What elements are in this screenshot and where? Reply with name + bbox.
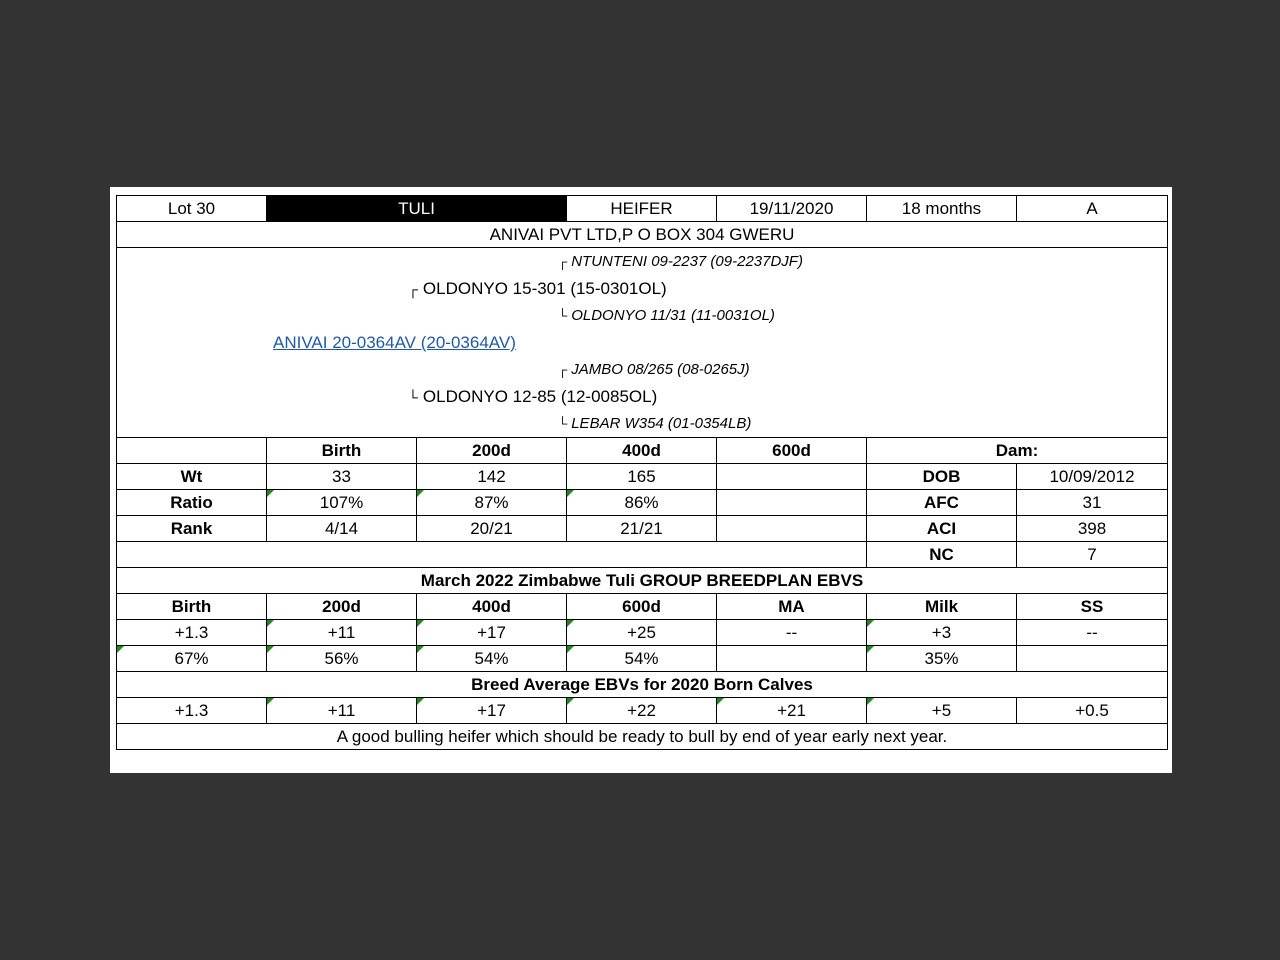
dam-key-aci: ACI xyxy=(867,516,1017,542)
owner-row xyxy=(117,222,1168,248)
avg-600d: +22 xyxy=(567,698,717,724)
sex-label: HEIFER xyxy=(567,196,717,222)
ebv-header-birth: Birth xyxy=(117,594,267,620)
bracket-icon: ┌ xyxy=(408,281,418,297)
ebv-title-row xyxy=(117,568,1168,594)
pedigree-sire xyxy=(408,279,667,299)
pedigree-sire-sire xyxy=(558,252,803,272)
avg-milk: +5 xyxy=(867,698,1017,724)
acc-400d: 54% xyxy=(417,646,567,672)
ebv-milk: +3 xyxy=(867,620,1017,646)
dam-sire-name: JAMBO 08/265 (08-0265J) xyxy=(571,361,750,378)
birth-date: 19/11/2020 xyxy=(717,196,867,222)
header-row xyxy=(117,196,1168,222)
acc-milk: 35% xyxy=(867,646,1017,672)
sire-dam-name: OLDONYO 11/31 (11-0031OL) xyxy=(571,307,775,324)
avg-ss: +0.5 xyxy=(1017,698,1168,724)
pedigree-row xyxy=(117,248,1168,438)
ratio-400d: 86% xyxy=(567,490,717,516)
lot-table xyxy=(116,195,1168,750)
ratio-birth: 107% xyxy=(267,490,417,516)
ebv-ma: -- xyxy=(717,620,867,646)
avg-400d: +17 xyxy=(417,698,567,724)
dam-name: OLDONYO 12-85 (12-0085OL) xyxy=(422,387,658,406)
wt-200d: 142 xyxy=(417,464,567,490)
breed-average-title: Breed Average EBVs for 2020 Born Calves xyxy=(117,672,1168,698)
ebv-title: March 2022 Zimbabwe Tuli GROUP BREEDPLAN EBVS xyxy=(117,568,1168,594)
ratio-row xyxy=(117,490,1168,516)
weights-header-row xyxy=(117,438,1168,464)
wt-400d: 165 xyxy=(567,464,717,490)
ebv-header-row xyxy=(117,594,1168,620)
bracket-icon: └ xyxy=(558,308,568,323)
lot-number: Lot 30 xyxy=(117,196,267,222)
pedigree-dam-sire xyxy=(558,360,750,380)
animal-link[interactable]: ANIVAI 20-0364AV (20-0364AV) xyxy=(273,333,516,352)
rank-400d: 21/21 xyxy=(567,516,717,542)
ebv-values-row xyxy=(117,620,1168,646)
bracket-icon: └ xyxy=(558,416,568,431)
grade-label: A xyxy=(1017,196,1168,222)
acc-600d: 54% xyxy=(567,646,717,672)
row-label-rank: Rank xyxy=(117,516,267,542)
ebv-600d: +25 xyxy=(567,620,717,646)
pedigree-dam xyxy=(408,387,657,407)
row-label-ratio: Ratio xyxy=(117,490,267,516)
nc-row xyxy=(117,542,1168,568)
weight-row xyxy=(117,464,1168,490)
bracket-icon: ┌ xyxy=(558,362,568,377)
ebv-ss: -- xyxy=(1017,620,1168,646)
weights-header-birth: Birth xyxy=(267,438,417,464)
nc-spacer xyxy=(117,542,867,568)
comment-text: A good bulling heifer which should be ready to bull by end of year early next year. xyxy=(117,724,1168,750)
row-label-wt: Wt xyxy=(117,464,267,490)
pedigree-sire-dam xyxy=(558,306,775,326)
dam-key-afc: AFC xyxy=(867,490,1017,516)
rank-birth: 4/14 xyxy=(267,516,417,542)
ebv-birth: +1.3 xyxy=(117,620,267,646)
dam-value-afc: 31 xyxy=(1017,490,1168,516)
owner-address: ANIVAI PVT LTD,P O BOX 304 GWERU xyxy=(117,222,1168,248)
dam-value-nc: 7 xyxy=(1017,542,1168,568)
pedigree-tree xyxy=(120,248,1164,437)
ebv-header-ma: MA xyxy=(717,594,867,620)
acc-ma xyxy=(717,646,867,672)
ebv-header-400d: 400d xyxy=(417,594,567,620)
pedigree-cell xyxy=(117,248,1168,438)
acc-birth: 67% xyxy=(117,646,267,672)
acc-200d: 56% xyxy=(267,646,417,672)
rank-600d xyxy=(717,516,867,542)
ratio-600d xyxy=(717,490,867,516)
ratio-200d: 87% xyxy=(417,490,567,516)
sire-name: OLDONYO 15-301 (15-0301OL) xyxy=(422,279,667,298)
wt-birth: 33 xyxy=(267,464,417,490)
comment-row xyxy=(117,724,1168,750)
ebv-header-600d: 600d xyxy=(567,594,717,620)
dam-key-dob: DOB xyxy=(867,464,1017,490)
avg-birth: +1.3 xyxy=(117,698,267,724)
ebv-header-200d: 200d xyxy=(267,594,417,620)
ebv-header-ss: SS xyxy=(1017,594,1168,620)
ebv-header-milk: Milk xyxy=(867,594,1017,620)
dam-dam-name: LEBAR W354 (01-0354LB) xyxy=(571,415,752,432)
breed-name: TULI xyxy=(267,196,567,222)
age-label: 18 months xyxy=(867,196,1017,222)
pedigree-dam-dam xyxy=(558,414,751,434)
rank-row xyxy=(117,516,1168,542)
breed-average-row xyxy=(117,698,1168,724)
acc-ss xyxy=(1017,646,1168,672)
breed-average-title-row xyxy=(117,672,1168,698)
weights-header-200d: 200d xyxy=(417,438,567,464)
ebv-accuracy-row xyxy=(117,646,1168,672)
sire-sire-name: NTUNTENI 09-2237 (09-2237DJF) xyxy=(571,253,803,270)
weights-corner xyxy=(117,438,267,464)
avg-ma: +21 xyxy=(717,698,867,724)
ebv-200d: +11 xyxy=(267,620,417,646)
bracket-icon: └ xyxy=(408,389,418,405)
bracket-icon: ┌ xyxy=(558,254,568,269)
wt-600d xyxy=(717,464,867,490)
avg-200d: +11 xyxy=(267,698,417,724)
rank-200d: 20/21 xyxy=(417,516,567,542)
weights-header-400d: 400d xyxy=(567,438,717,464)
dam-key-nc: NC xyxy=(867,542,1017,568)
weights-header-600d: 600d xyxy=(717,438,867,464)
lot-card xyxy=(110,187,1172,773)
dam-value-dob: 10/09/2012 xyxy=(1017,464,1168,490)
ebv-400d: +17 xyxy=(417,620,567,646)
dam-value-aci: 398 xyxy=(1017,516,1168,542)
dam-header: Dam: xyxy=(867,438,1168,464)
